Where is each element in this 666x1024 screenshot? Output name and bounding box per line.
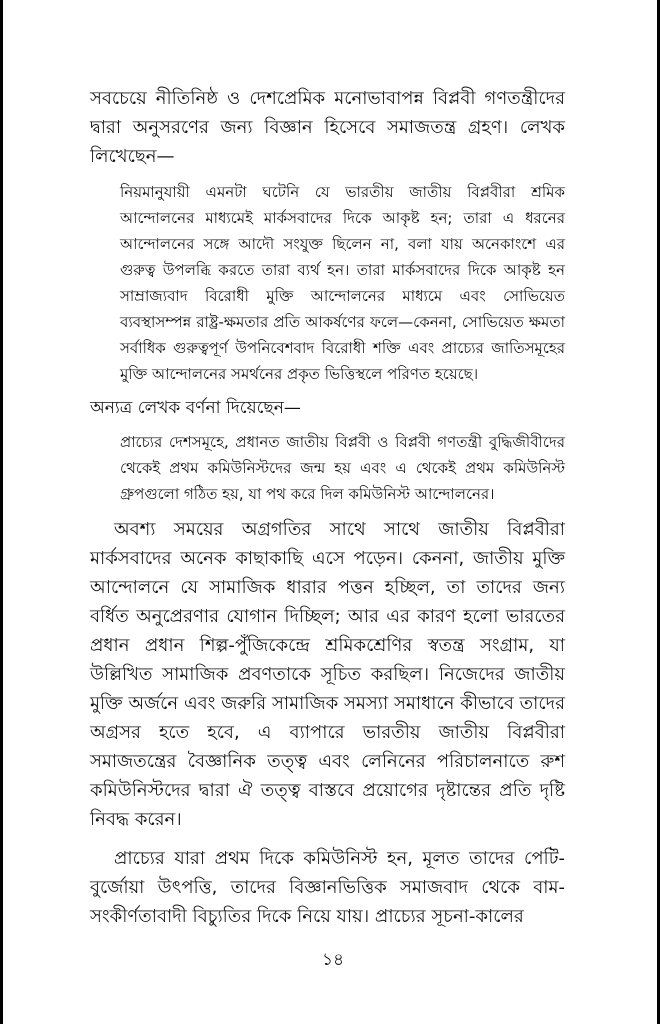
body-paragraph-1: অবশ্য সময়ের অগ্রগতির সাথে সাথে জাতীয় বিপ্লবীরা মার্কসবাদের অনেক কাছাকাছি এসে পড়েন। কেননা, জাতীয় মুক্তি আন্দোলনে যে সামাজিক ধারার পত্তন হচ্ছিল, তা তাদের জন্য বর্ধিত অনুপ্রেরণার যোগান দিচ্ছিল; আর এর কারণ হলো ভারতের প্রধান প্রধান শিল্প-পুঁজিকেন্দ্রে শ্রমিকশ্রেণির স্বতন্ত্র সংগ্রাম, যা উল্লিখিত সামাজিক প্রবণতাকে সূচিত করছিল। নিজেদের জাতীয় মুক্তি অর্জনে এবং জরুরি সামাজিক সমস্যা সমাধানে কীভাবে তাদের অগ্রসর হতে হবে, এ ব্যাপারে ভারতীয় জাতীয় বিপ্লবীরা সমাজতন্ত্রের বৈজ্ঞানিক তত্ত্ব এবং লেনিনের পরিচালনাতে রুশ কমিউনিস্টদের দ্বারা ঐ তত্ত্ব বাস্তবে প্রয়োগের দৃষ্টান্তের প্রতি দৃষ্টি নিবদ্ধ করেন। bbox=[90, 519, 565, 830]
page-content bbox=[90, 84, 565, 931]
intro-paragraph: সবচেয়ে নীতিনিষ্ঠ ও দেশপ্রেমিক মনোভাবাপন্ন বিপ্লবী গণতন্ত্রীদের দ্বারা অনুসরণের জন্য বিজ্ঞান হিসেবে সমাজতন্ত্র গ্রহণ। লেখক লিখেছেন— bbox=[90, 88, 565, 167]
paragraph-gap bbox=[90, 834, 565, 844]
block-quote-2: প্রাচ্যের দেশসমূহে, প্রধানত জাতীয় বিপ্লবী ও বিপ্লবী গণতন্ত্রী বুদ্ধিজীবীদের থেকেই প্রথম কমিউনিস্টদের জন্ম হয় এবং এ থেকেই প্রথম কমিউনিস্ট গ্রুপগুলো গঠিত হয়, যা পথ করে দিল কমিউনিস্ট আন্দোলনের। bbox=[120, 433, 565, 503]
body-paragraph-2: প্রাচ্যের যারা প্রথম দিকে কমিউনিস্ট হন, মূলত তাদের পেটি-বুর্জোয়া উৎপত্তি, তাদের বিজ্ঞানভিত্তিক সমাজবাদ থেকে বাম-সংকীর্ণতাবাদী বিচ্যুতির দিকে নিয়ে যায়। প্রাচ্যের সূচনা-কালের bbox=[90, 848, 565, 927]
block-quote-1: নিয়মানুযায়ী এমনটা ঘটেনি যে ভারতীয় জাতীয় বিপ্লবীরা শ্রমিক আন্দোলনের মাধ্যমেই মার্কসবাদের দিকে আকৃষ্ট হন; তারা এ ধরনের আন্দোলনের সঙ্গে আদৌ সংযুক্ত ছিলেন না, বলা যায় অনেকাংশে এর গুরুত্ব উপলব্ধি করতে তারা ব্যর্থ হন। তারা মার্কসবাদের দিকে আকৃষ্ট হন সাম্রাজ্যবাদ বিরোধী মুক্তি আন্দোলনের মাধ্যমে এবং সোভিয়েত ব্যবস্থাসম্পন্ন রাষ্ট্র-ক্ষমতার প্রতি আকর্ষণের ফলে—কেননা, সোভিয়েত ক্ষমতা সর্বাধিক গুরুত্বপূর্ণ উপনিবেশবাদ বিরোধী শক্তি এবং প্রাচ্যের জাতিসমূহের মুক্তি আন্দোলনের সমর্থনের প্রকৃত ভিত্তিস্থলে পরিণত হয়েছে। bbox=[120, 183, 565, 383]
page-number: ১৪ bbox=[321, 950, 345, 970]
lead-in-line: অন্যত্র লেখক বর্ণনা দিয়েছেন— bbox=[90, 398, 301, 418]
